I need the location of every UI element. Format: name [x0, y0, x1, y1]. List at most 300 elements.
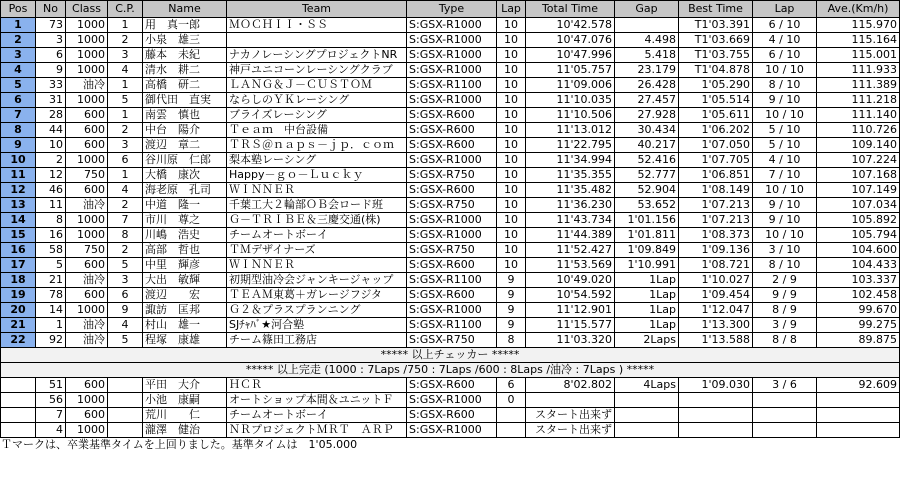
- class-cell: 600: [66, 123, 108, 138]
- best-time-cell: 1'07.213: [679, 213, 753, 228]
- number-cell: 1: [36, 318, 66, 333]
- team-cell: ＷＩＮＮＥＲ: [227, 258, 407, 273]
- team-cell: [227, 33, 407, 48]
- cp-cell: 1: [108, 168, 143, 183]
- best-lap-cell: 3 / 6: [753, 378, 817, 393]
- cp-cell: 5: [108, 93, 143, 108]
- lap-cell: 10: [497, 168, 526, 183]
- total-time-cell: 10'49.020: [526, 273, 615, 288]
- gap-cell: [615, 18, 679, 33]
- team-cell: Ｇ－ＴＲＩＢＥ＆三慶交通(株): [227, 213, 407, 228]
- cp-cell: 8: [108, 228, 143, 243]
- best-time-cell: 1'06.851: [679, 168, 753, 183]
- pos-cell: [1, 408, 36, 423]
- gap-cell: 52.904: [615, 183, 679, 198]
- result-row: [1, 33, 900, 48]
- name-cell: 小泉 雄三: [143, 33, 227, 48]
- team-cell: ＭＯＣＨＩＩ・ＳＳ: [227, 18, 407, 33]
- col-name: Name: [143, 1, 227, 18]
- pos-cell: 21: [1, 318, 36, 333]
- cp-cell: 3: [108, 48, 143, 63]
- class-cell: 1000: [66, 228, 108, 243]
- type-cell: S:GSX-R1000: [407, 93, 497, 108]
- class-cell: 1000: [66, 93, 108, 108]
- type-cell: S:GSX-R1000: [407, 303, 497, 318]
- cp-cell: 4: [108, 318, 143, 333]
- name-cell: 市川 尊之: [143, 213, 227, 228]
- finishers-body: [1, 18, 900, 348]
- pos-cell: 20: [1, 303, 36, 318]
- best-time-cell: 1'07.705: [679, 153, 753, 168]
- lap-cell: 0: [497, 393, 526, 408]
- total-time-cell: 10'54.592: [526, 288, 615, 303]
- class-cell: 600: [66, 288, 108, 303]
- type-cell: S:GSX-R600: [407, 183, 497, 198]
- number-cell: 8: [36, 213, 66, 228]
- type-cell: S:GSX-R600: [407, 123, 497, 138]
- pos-cell: 13: [1, 198, 36, 213]
- pos-cell: [1, 393, 36, 408]
- class-cell: 600: [66, 183, 108, 198]
- number-cell: 73: [36, 18, 66, 33]
- result-row: [1, 318, 900, 333]
- name-cell: 渡辺 宏: [143, 288, 227, 303]
- lap-cell: 9: [497, 318, 526, 333]
- cp-cell: 6: [108, 153, 143, 168]
- best-time-cell: 1'05.514: [679, 93, 753, 108]
- lap-cell: [497, 423, 526, 438]
- number-cell: 10: [36, 138, 66, 153]
- gap-cell: 1'01.811: [615, 228, 679, 243]
- class-cell: 1000: [66, 303, 108, 318]
- type-cell: S:GSX-R600: [407, 108, 497, 123]
- team-cell: チームオートボーイ: [227, 228, 407, 243]
- total-time-cell: 11'15.577: [526, 318, 615, 333]
- class-cell: 油冷: [66, 198, 108, 213]
- team-cell: ＷＩＮＮＥＲ: [227, 183, 407, 198]
- result-row: [1, 123, 900, 138]
- class-cell: 1000: [66, 213, 108, 228]
- cp-cell: 2: [108, 243, 143, 258]
- header-row: [1, 1, 900, 18]
- col-class: Class: [66, 1, 108, 18]
- lap-cell: 10: [497, 108, 526, 123]
- average-speed-cell: 111.140: [817, 108, 900, 123]
- col-type: Type: [407, 1, 497, 18]
- average-speed-cell: 89.875: [817, 333, 900, 348]
- best-lap-cell: 10 / 10: [753, 183, 817, 198]
- lap-cell: 10: [497, 228, 526, 243]
- name-cell: 瀧澤 健治: [143, 423, 227, 438]
- col-no: No: [36, 1, 66, 18]
- cp-cell: 4: [108, 63, 143, 78]
- type-cell: S:GSX-R600: [407, 288, 497, 303]
- team-cell: チーム篠田工務店: [227, 333, 407, 348]
- lap-cell: 9: [497, 273, 526, 288]
- average-speed-cell: 99.275: [817, 318, 900, 333]
- name-cell: 高部 哲也: [143, 243, 227, 258]
- result-row: [1, 228, 900, 243]
- team-cell: ＬＡＮＧ＆Ｊ－ＣＵＳＴＯＭ: [227, 78, 407, 93]
- name-cell: 程塚 康雄: [143, 333, 227, 348]
- lap-cell: 10: [497, 213, 526, 228]
- checker-separator-row: [1, 348, 900, 363]
- lap-cell: 10: [497, 243, 526, 258]
- gap-cell: 53.652: [615, 198, 679, 213]
- col-team: Team: [227, 1, 407, 18]
- best-time-cell: 1'08.373: [679, 228, 753, 243]
- class-cell: 1000: [66, 33, 108, 48]
- total-time-cell: 11'12.901: [526, 303, 615, 318]
- team-cell: Happy－ｇｏ－Ｌｕｃｋｙ: [227, 168, 407, 183]
- col-best-time: Best Time: [679, 1, 753, 18]
- total-time-cell: 11'36.230: [526, 198, 615, 213]
- lap-cell: 10: [497, 153, 526, 168]
- total-time-cell: 11'44.389: [526, 228, 615, 243]
- pos-cell: 12: [1, 183, 36, 198]
- best-lap-cell: 10 / 10: [753, 108, 817, 123]
- lap-cell: 10: [497, 63, 526, 78]
- best-lap-cell: 9 / 9: [753, 288, 817, 303]
- best-time-cell: 1'10.027: [679, 273, 753, 288]
- average-speed-cell: 115.970: [817, 18, 900, 33]
- class-cell: 600: [66, 258, 108, 273]
- col-best-lap: Lap: [753, 1, 817, 18]
- type-cell: S:GSX-R1100: [407, 318, 497, 333]
- best-time-cell: T1'04.878: [679, 63, 753, 78]
- lap-cell: 10: [497, 33, 526, 48]
- total-time-cell: 11'22.795: [526, 138, 615, 153]
- pos-cell: 19: [1, 288, 36, 303]
- col-lap: Lap: [497, 1, 526, 18]
- team-cell: ＴＥＡＭ東葛＋ガレージフジタ: [227, 288, 407, 303]
- footnote: Ｔマークは、卒業基準タイムを上回りました。基準タイムは 1'05.000: [1, 438, 358, 451]
- number-cell: 11: [36, 198, 66, 213]
- name-cell: 荒川 仁: [143, 408, 227, 423]
- best-lap-cell: 4 / 10: [753, 153, 817, 168]
- type-cell: S:GSX-R600: [407, 378, 497, 393]
- name-cell: 中道 隆一: [143, 198, 227, 213]
- best-lap-cell: 8 / 10: [753, 258, 817, 273]
- col-gap: Gap: [615, 1, 679, 18]
- cp-cell: 7: [108, 213, 143, 228]
- number-cell: 16: [36, 228, 66, 243]
- non-finisher-row: [1, 423, 900, 438]
- complete-separator: ***** 以上完走 (1000 : 7Laps /750 : 7Laps /600 : 8Laps /油冷 : 7Laps ) *****: [1, 363, 900, 378]
- best-lap-cell: 5 / 10: [753, 123, 817, 138]
- class-cell: 750: [66, 168, 108, 183]
- number-cell: 58: [36, 243, 66, 258]
- pos-cell: 9: [1, 138, 36, 153]
- team-cell: オートショップ本間＆ユニットＦ: [227, 393, 407, 408]
- number-cell: 78: [36, 288, 66, 303]
- total-time-cell: 11'43.734: [526, 213, 615, 228]
- pos-cell: 5: [1, 78, 36, 93]
- average-speed-cell: 102.458: [817, 288, 900, 303]
- gap-cell: [615, 408, 679, 423]
- best-lap-cell: 6 / 10: [753, 18, 817, 33]
- lap-cell: [497, 408, 526, 423]
- name-cell: 大出 敏輝: [143, 273, 227, 288]
- pos-cell: 16: [1, 243, 36, 258]
- total-time-cell: 11'34.994: [526, 153, 615, 168]
- best-time-cell: [679, 423, 753, 438]
- pos-cell: 8: [1, 123, 36, 138]
- cp-cell: 2: [108, 198, 143, 213]
- best-time-cell: [679, 408, 753, 423]
- lap-cell: 9: [497, 288, 526, 303]
- total-time-cell: [526, 393, 615, 408]
- class-cell: 油冷: [66, 333, 108, 348]
- team-cell: 神戸ユニコーンレーシングクラブ: [227, 63, 407, 78]
- best-lap-cell: [753, 423, 817, 438]
- team-cell: Ｔｅａｍ 中台設備: [227, 123, 407, 138]
- best-lap-cell: 2 / 9: [753, 273, 817, 288]
- lap-cell: 10: [497, 183, 526, 198]
- result-row: [1, 153, 900, 168]
- best-time-cell: 1'05.611: [679, 108, 753, 123]
- cp-cell: 2: [108, 33, 143, 48]
- class-cell: 600: [66, 108, 108, 123]
- cp-cell: 4: [108, 183, 143, 198]
- type-cell: S:GSX-R1000: [407, 63, 497, 78]
- name-cell: 渡辺 章二: [143, 138, 227, 153]
- best-time-cell: 1'06.202: [679, 123, 753, 138]
- cp-cell: 1: [108, 108, 143, 123]
- lap-cell: 10: [497, 93, 526, 108]
- type-cell: S:GSX-R750: [407, 198, 497, 213]
- best-lap-cell: 9 / 10: [753, 93, 817, 108]
- pos-cell: 7: [1, 108, 36, 123]
- average-speed-cell: 111.389: [817, 78, 900, 93]
- best-time-cell: T1'03.755: [679, 48, 753, 63]
- class-cell: 600: [66, 138, 108, 153]
- number-cell: 6: [36, 48, 66, 63]
- gap-cell: 1Lap: [615, 288, 679, 303]
- team-cell: 初期型油冷会ジャンキージャップ: [227, 273, 407, 288]
- gap-cell: 1Lap: [615, 318, 679, 333]
- average-speed-cell: 99.670: [817, 303, 900, 318]
- result-row: [1, 93, 900, 108]
- result-row: [1, 258, 900, 273]
- result-row: [1, 63, 900, 78]
- total-time-cell: 10'47.996: [526, 48, 615, 63]
- result-row: [1, 303, 900, 318]
- number-cell: 12: [36, 168, 66, 183]
- name-cell: 南雲 慎也: [143, 108, 227, 123]
- best-lap-cell: 10 / 10: [753, 228, 817, 243]
- type-cell: S:GSX-R1100: [407, 273, 497, 288]
- gap-cell: 5.418: [615, 48, 679, 63]
- cp-cell: 1: [108, 78, 143, 93]
- lap-cell: 10: [497, 123, 526, 138]
- name-cell: 大橋 康次: [143, 168, 227, 183]
- average-speed-cell: [817, 408, 900, 423]
- number-cell: 31: [36, 93, 66, 108]
- team-cell: ＴＲＳ＠ｎａｐｓ－ｊｐ．ｃｏｍ: [227, 138, 407, 153]
- best-time-cell: 1'12.047: [679, 303, 753, 318]
- team-cell: ブライズレーシング: [227, 108, 407, 123]
- pos-cell: 4: [1, 63, 36, 78]
- result-row: [1, 198, 900, 213]
- best-time-cell: 1'07.213: [679, 198, 753, 213]
- name-cell: 中台 陽介: [143, 123, 227, 138]
- best-time-cell: 1'09.136: [679, 243, 753, 258]
- average-speed-cell: 104.600: [817, 243, 900, 258]
- average-speed-cell: 104.433: [817, 258, 900, 273]
- number-cell: 2: [36, 153, 66, 168]
- pos-cell: 22: [1, 333, 36, 348]
- pos-cell: [1, 423, 36, 438]
- number-cell: 3: [36, 33, 66, 48]
- total-time-cell: 11'52.427: [526, 243, 615, 258]
- gap-cell: 4Laps: [615, 378, 679, 393]
- lap-cell: 10: [497, 258, 526, 273]
- average-speed-cell: 115.001: [817, 48, 900, 63]
- average-speed-cell: 107.149: [817, 183, 900, 198]
- number-cell: 14: [36, 303, 66, 318]
- name-cell: 海老原 孔司: [143, 183, 227, 198]
- type-cell: S:GSX-R1000: [407, 423, 497, 438]
- team-cell: 千葉工大２輪部ＯＢ会ロード班: [227, 198, 407, 213]
- name-cell: 村山 雄一: [143, 318, 227, 333]
- best-time-cell: 1'08.721: [679, 258, 753, 273]
- gap-cell: 1'10.991: [615, 258, 679, 273]
- lap-cell: 9: [497, 303, 526, 318]
- best-time-cell: 1'13.300: [679, 318, 753, 333]
- best-time-cell: 1'09.454: [679, 288, 753, 303]
- best-lap-cell: 8 / 10: [753, 78, 817, 93]
- average-speed-cell: 115.164: [817, 33, 900, 48]
- gap-cell: 4.498: [615, 33, 679, 48]
- lap-cell: 10: [497, 48, 526, 63]
- checker-separator: ***** 以上チェッカー *****: [1, 348, 900, 363]
- pos-cell: 1: [1, 18, 36, 33]
- complete-separator-row: [1, 363, 900, 378]
- result-row: [1, 243, 900, 258]
- total-time-cell: 11'35.482: [526, 183, 615, 198]
- result-row: [1, 168, 900, 183]
- total-time-cell: 10'42.578: [526, 18, 615, 33]
- team-cell: ＮＲプロジェクトＭＲＴ ＡＲＰ: [227, 423, 407, 438]
- result-row: [1, 288, 900, 303]
- class-cell: 油冷: [66, 78, 108, 93]
- average-speed-cell: 107.168: [817, 168, 900, 183]
- gap-cell: 23.179: [615, 63, 679, 78]
- pos-cell: [1, 378, 36, 393]
- cp-cell: 3: [108, 138, 143, 153]
- pos-cell: 3: [1, 48, 36, 63]
- average-speed-cell: [817, 393, 900, 408]
- average-speed-cell: 107.034: [817, 198, 900, 213]
- gap-cell: 40.217: [615, 138, 679, 153]
- cp-cell: 9: [108, 303, 143, 318]
- result-row: [1, 48, 900, 63]
- col-total-time: Total Time: [526, 1, 615, 18]
- average-speed-cell: 92.609: [817, 378, 900, 393]
- type-cell: S:GSX-R1000: [407, 213, 497, 228]
- number-cell: 7: [36, 408, 66, 423]
- total-time-cell: スタート出来ず: [526, 408, 615, 423]
- class-cell: 1000: [66, 153, 108, 168]
- best-time-cell: [679, 393, 753, 408]
- type-cell: S:GSX-R1000: [407, 393, 497, 408]
- name-cell: 藤本 未紀: [143, 48, 227, 63]
- number-cell: 46: [36, 183, 66, 198]
- col-cp: C.P.: [108, 1, 143, 18]
- total-time-cell: 11'09.006: [526, 78, 615, 93]
- name-cell: 清水 耕二: [143, 63, 227, 78]
- total-time-cell: スタート出来ず: [526, 423, 615, 438]
- pos-cell: 17: [1, 258, 36, 273]
- best-lap-cell: 3 / 10: [753, 243, 817, 258]
- total-time-cell: 11'35.355: [526, 168, 615, 183]
- gap-cell: 1'01.156: [615, 213, 679, 228]
- average-speed-cell: [817, 423, 900, 438]
- number-cell: 5: [36, 258, 66, 273]
- gap-cell: 1'09.849: [615, 243, 679, 258]
- gap-cell: 26.428: [615, 78, 679, 93]
- gap-cell: 1Lap: [615, 273, 679, 288]
- type-cell: S:GSX-R1000: [407, 228, 497, 243]
- number-cell: 21: [36, 273, 66, 288]
- type-cell: S:GSX-R1100: [407, 78, 497, 93]
- cp-cell: 5: [108, 333, 143, 348]
- cp-cell: [108, 408, 143, 423]
- best-lap-cell: 9 / 10: [753, 198, 817, 213]
- name-cell: 川嶋 浩史: [143, 228, 227, 243]
- best-lap-cell: [753, 393, 817, 408]
- col-pos: Pos: [1, 1, 36, 18]
- pos-cell: 2: [1, 33, 36, 48]
- separators: [1, 348, 900, 378]
- total-time-cell: 11'10.506: [526, 108, 615, 123]
- col-average-speed: Ave.(Km/h): [817, 1, 900, 18]
- number-cell: 33: [36, 78, 66, 93]
- average-speed-cell: 111.218: [817, 93, 900, 108]
- result-row: [1, 108, 900, 123]
- name-cell: 中里 輝彦: [143, 258, 227, 273]
- total-time-cell: 8'02.802: [526, 378, 615, 393]
- best-time-cell: 1'05.290: [679, 78, 753, 93]
- class-cell: 油冷: [66, 318, 108, 333]
- team-cell: ナカノレーシングプロジェクトNR: [227, 48, 407, 63]
- number-cell: 4: [36, 423, 66, 438]
- number-cell: 92: [36, 333, 66, 348]
- total-time-cell: 11'10.035: [526, 93, 615, 108]
- best-time-cell: 1'13.588: [679, 333, 753, 348]
- gap-cell: 30.434: [615, 123, 679, 138]
- best-time-cell: 1'07.050: [679, 138, 753, 153]
- gap-cell: 52.777: [615, 168, 679, 183]
- lap-cell: 8: [497, 333, 526, 348]
- cp-cell: [108, 378, 143, 393]
- non-finisher-row: [1, 378, 900, 393]
- team-cell: ＴＭデザイナーズ: [227, 243, 407, 258]
- total-time-cell: 11'03.320: [526, 333, 615, 348]
- result-row: [1, 333, 900, 348]
- class-cell: 1000: [66, 393, 108, 408]
- name-cell: 谷川原 仁郎: [143, 153, 227, 168]
- number-cell: 9: [36, 63, 66, 78]
- number-cell: 28: [36, 108, 66, 123]
- best-lap-cell: [753, 408, 817, 423]
- result-row: [1, 18, 900, 33]
- name-cell: 小池 康嗣: [143, 393, 227, 408]
- class-cell: 1000: [66, 48, 108, 63]
- lap-cell: 10: [497, 198, 526, 213]
- best-time-cell: T1'03.391: [679, 18, 753, 33]
